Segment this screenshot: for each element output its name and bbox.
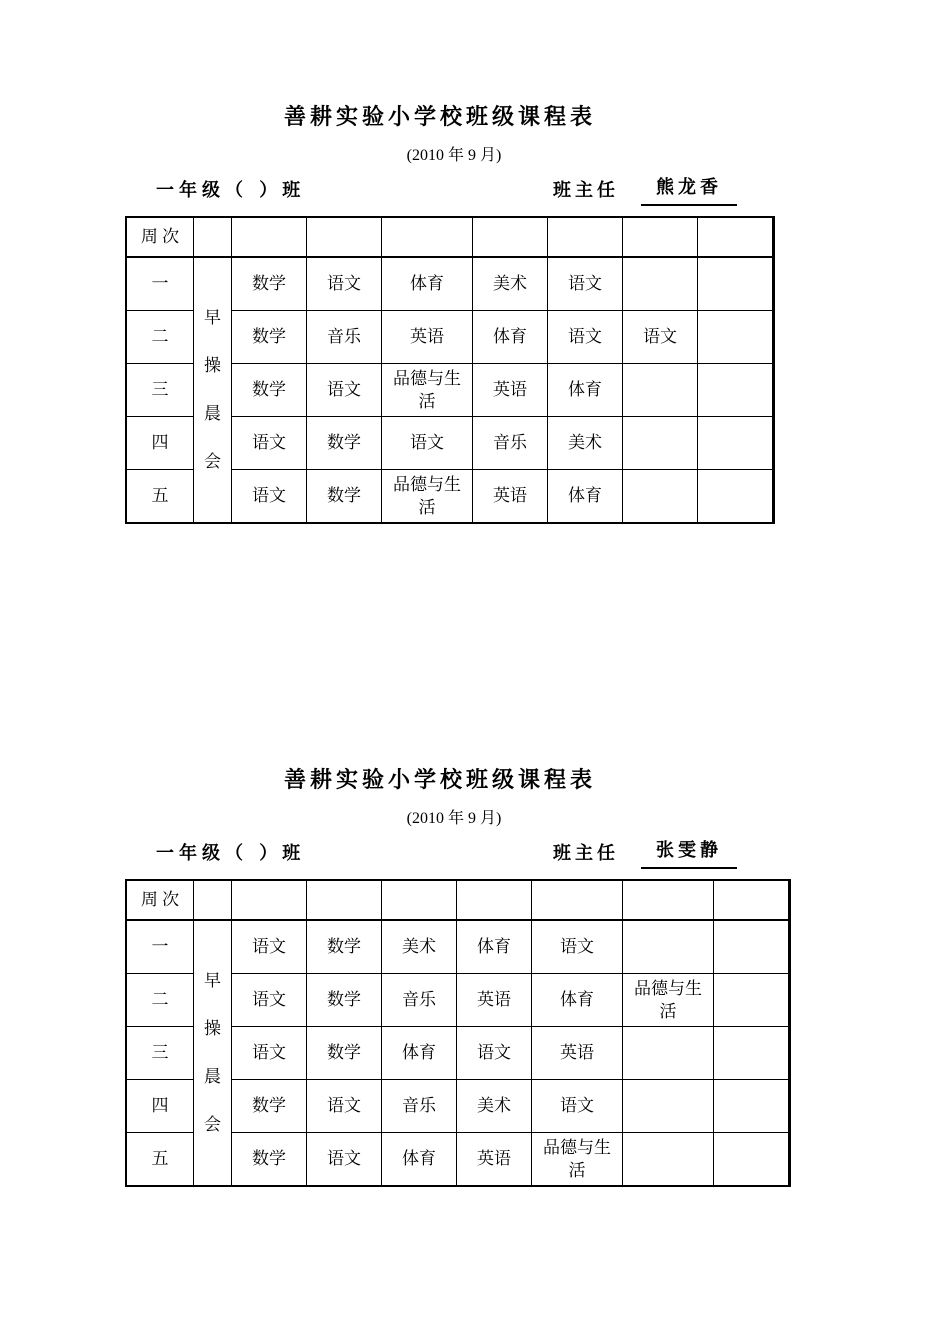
header-cell-empty bbox=[232, 217, 307, 257]
subject-cell: 语文 bbox=[307, 257, 382, 311]
subject-cell: 英语 bbox=[457, 1133, 532, 1187]
head-teacher-name: 熊龙香 bbox=[641, 174, 737, 206]
subject-cell: 音乐 bbox=[382, 1080, 457, 1133]
subject-cell: 品德与生活 bbox=[623, 974, 714, 1027]
subject-cell: 品德与生活 bbox=[532, 1133, 623, 1187]
subject-cell: 音乐 bbox=[307, 311, 382, 364]
morning-exercise-char: 操 bbox=[204, 1019, 221, 1038]
subject-cell: 体育 bbox=[548, 470, 623, 524]
subject-cell: 语文 bbox=[623, 311, 698, 364]
grade-class-label: 一年级（ ）班 bbox=[156, 180, 306, 201]
schedule-table bbox=[125, 879, 791, 1187]
subject-cell: 美术 bbox=[457, 1080, 532, 1133]
subject-cell: 体育 bbox=[473, 311, 548, 364]
subject-cell: 语文 bbox=[232, 1027, 307, 1080]
header-cell-empty bbox=[382, 217, 473, 257]
morning-exercise-char: 晨 bbox=[204, 404, 221, 423]
header-cell-empty bbox=[232, 880, 307, 920]
morning-exercise-char: 会 bbox=[204, 452, 221, 471]
subject-cell: 语文 bbox=[548, 257, 623, 311]
subject-cell bbox=[623, 1080, 714, 1133]
day-label: 四 bbox=[126, 417, 194, 470]
day-label: 三 bbox=[126, 364, 194, 417]
header-cell-empty bbox=[473, 217, 548, 257]
subject-cell bbox=[698, 417, 774, 470]
subject-cell: 语文 bbox=[548, 311, 623, 364]
subject-cell: 语文 bbox=[232, 920, 307, 974]
header-cell-empty bbox=[307, 880, 382, 920]
subject-cell: 语文 bbox=[532, 920, 623, 974]
day-label: 一 bbox=[126, 257, 194, 311]
subject-cell: 品德与生活 bbox=[382, 470, 473, 524]
subject-cell: 数学 bbox=[232, 311, 307, 364]
subject-cell: 语文 bbox=[232, 470, 307, 524]
head-teacher-label: 班主任 bbox=[553, 843, 619, 864]
page-title: 善耕实验小学校班级课程表 bbox=[283, 104, 596, 130]
header-cell-empty bbox=[698, 217, 774, 257]
day-label: 三 bbox=[126, 1027, 194, 1080]
subject-cell bbox=[623, 417, 698, 470]
header-cell-empty bbox=[457, 880, 532, 920]
subject-cell bbox=[623, 470, 698, 524]
subject-cell: 数学 bbox=[307, 974, 382, 1027]
subject-cell bbox=[623, 364, 698, 417]
morning-exercise-char: 会 bbox=[204, 1115, 221, 1134]
subject-cell bbox=[698, 311, 774, 364]
subject-cell: 语文 bbox=[307, 1080, 382, 1133]
header-cell-empty bbox=[623, 880, 714, 920]
subject-cell bbox=[714, 974, 790, 1027]
subject-cell: 数学 bbox=[307, 1027, 382, 1080]
subject-cell: 语文 bbox=[232, 417, 307, 470]
day-label: 四 bbox=[126, 1080, 194, 1133]
header-cell-empty bbox=[194, 217, 232, 257]
schedule-sheet-2 bbox=[0, 663, 950, 1263]
subject-cell: 语文 bbox=[307, 364, 382, 417]
subject-cell: 美术 bbox=[473, 257, 548, 311]
subject-cell bbox=[623, 920, 714, 974]
subject-cell bbox=[623, 257, 698, 311]
subject-cell: 体育 bbox=[382, 1133, 457, 1187]
morning-exercise-cell bbox=[194, 920, 232, 1186]
date-subtitle: (2010 年 9 月) bbox=[406, 810, 502, 827]
header-cell-empty bbox=[307, 217, 382, 257]
morning-exercise-char: 早 bbox=[204, 308, 221, 327]
table-row bbox=[126, 920, 790, 974]
head-teacher-label: 班主任 bbox=[553, 180, 619, 201]
subject-cell bbox=[714, 1027, 790, 1080]
subject-cell: 英语 bbox=[473, 364, 548, 417]
subject-cell: 音乐 bbox=[382, 974, 457, 1027]
subject-cell: 体育 bbox=[532, 974, 623, 1027]
subject-cell bbox=[714, 1133, 790, 1187]
subject-cell: 美术 bbox=[548, 417, 623, 470]
subject-cell: 数学 bbox=[307, 417, 382, 470]
subject-cell bbox=[714, 1080, 790, 1133]
subject-cell: 数学 bbox=[232, 257, 307, 311]
subject-cell: 品德与生活 bbox=[382, 364, 473, 417]
subject-cell: 体育 bbox=[457, 920, 532, 974]
schedule-table bbox=[125, 216, 775, 524]
week-day-header: 周 次 bbox=[126, 217, 194, 257]
day-label: 二 bbox=[126, 974, 194, 1027]
subject-cell: 数学 bbox=[307, 920, 382, 974]
header-cell-empty bbox=[532, 880, 623, 920]
header-cell-empty bbox=[382, 880, 457, 920]
morning-exercise-cell bbox=[194, 257, 232, 523]
subject-cell: 语文 bbox=[382, 417, 473, 470]
week-day-header: 周 次 bbox=[126, 880, 194, 920]
grade-class-label: 一年级（ ）班 bbox=[156, 843, 306, 864]
subject-cell: 英语 bbox=[473, 470, 548, 524]
header-row bbox=[126, 217, 774, 257]
day-label: 五 bbox=[126, 1133, 194, 1187]
subject-cell: 数学 bbox=[232, 1133, 307, 1187]
day-label: 五 bbox=[126, 470, 194, 524]
day-label: 一 bbox=[126, 920, 194, 974]
subject-cell bbox=[698, 257, 774, 311]
header-cell-empty bbox=[623, 217, 698, 257]
subject-cell: 语文 bbox=[532, 1080, 623, 1133]
subject-cell: 美术 bbox=[382, 920, 457, 974]
subject-cell: 体育 bbox=[382, 257, 473, 311]
header-cell-empty bbox=[194, 880, 232, 920]
header-cell-empty bbox=[548, 217, 623, 257]
morning-exercise-char: 晨 bbox=[204, 1067, 221, 1086]
schedule-sheet-1 bbox=[0, 0, 950, 600]
page-title: 善耕实验小学校班级课程表 bbox=[283, 767, 596, 793]
subject-cell: 体育 bbox=[382, 1027, 457, 1080]
date-subtitle: (2010 年 9 月) bbox=[406, 147, 502, 164]
subject-cell: 语文 bbox=[232, 974, 307, 1027]
header-cell-empty bbox=[714, 880, 790, 920]
subject-cell: 数学 bbox=[232, 1080, 307, 1133]
subject-cell bbox=[714, 920, 790, 974]
day-label: 二 bbox=[126, 311, 194, 364]
subject-cell: 英语 bbox=[382, 311, 473, 364]
subject-cell: 英语 bbox=[532, 1027, 623, 1080]
subject-cell: 数学 bbox=[307, 470, 382, 524]
head-teacher-name: 张雯静 bbox=[641, 837, 737, 869]
morning-exercise-char: 操 bbox=[204, 356, 221, 375]
subject-cell: 数学 bbox=[232, 364, 307, 417]
subject-cell bbox=[698, 364, 774, 417]
subject-cell bbox=[623, 1133, 714, 1187]
subject-cell: 语文 bbox=[307, 1133, 382, 1187]
subject-cell: 体育 bbox=[548, 364, 623, 417]
table-row bbox=[126, 257, 774, 311]
subject-cell bbox=[698, 470, 774, 524]
subject-cell: 英语 bbox=[457, 974, 532, 1027]
subject-cell: 语文 bbox=[457, 1027, 532, 1080]
morning-exercise-char: 早 bbox=[204, 971, 221, 990]
subject-cell bbox=[623, 1027, 714, 1080]
subject-cell: 音乐 bbox=[473, 417, 548, 470]
header-row bbox=[126, 880, 790, 920]
